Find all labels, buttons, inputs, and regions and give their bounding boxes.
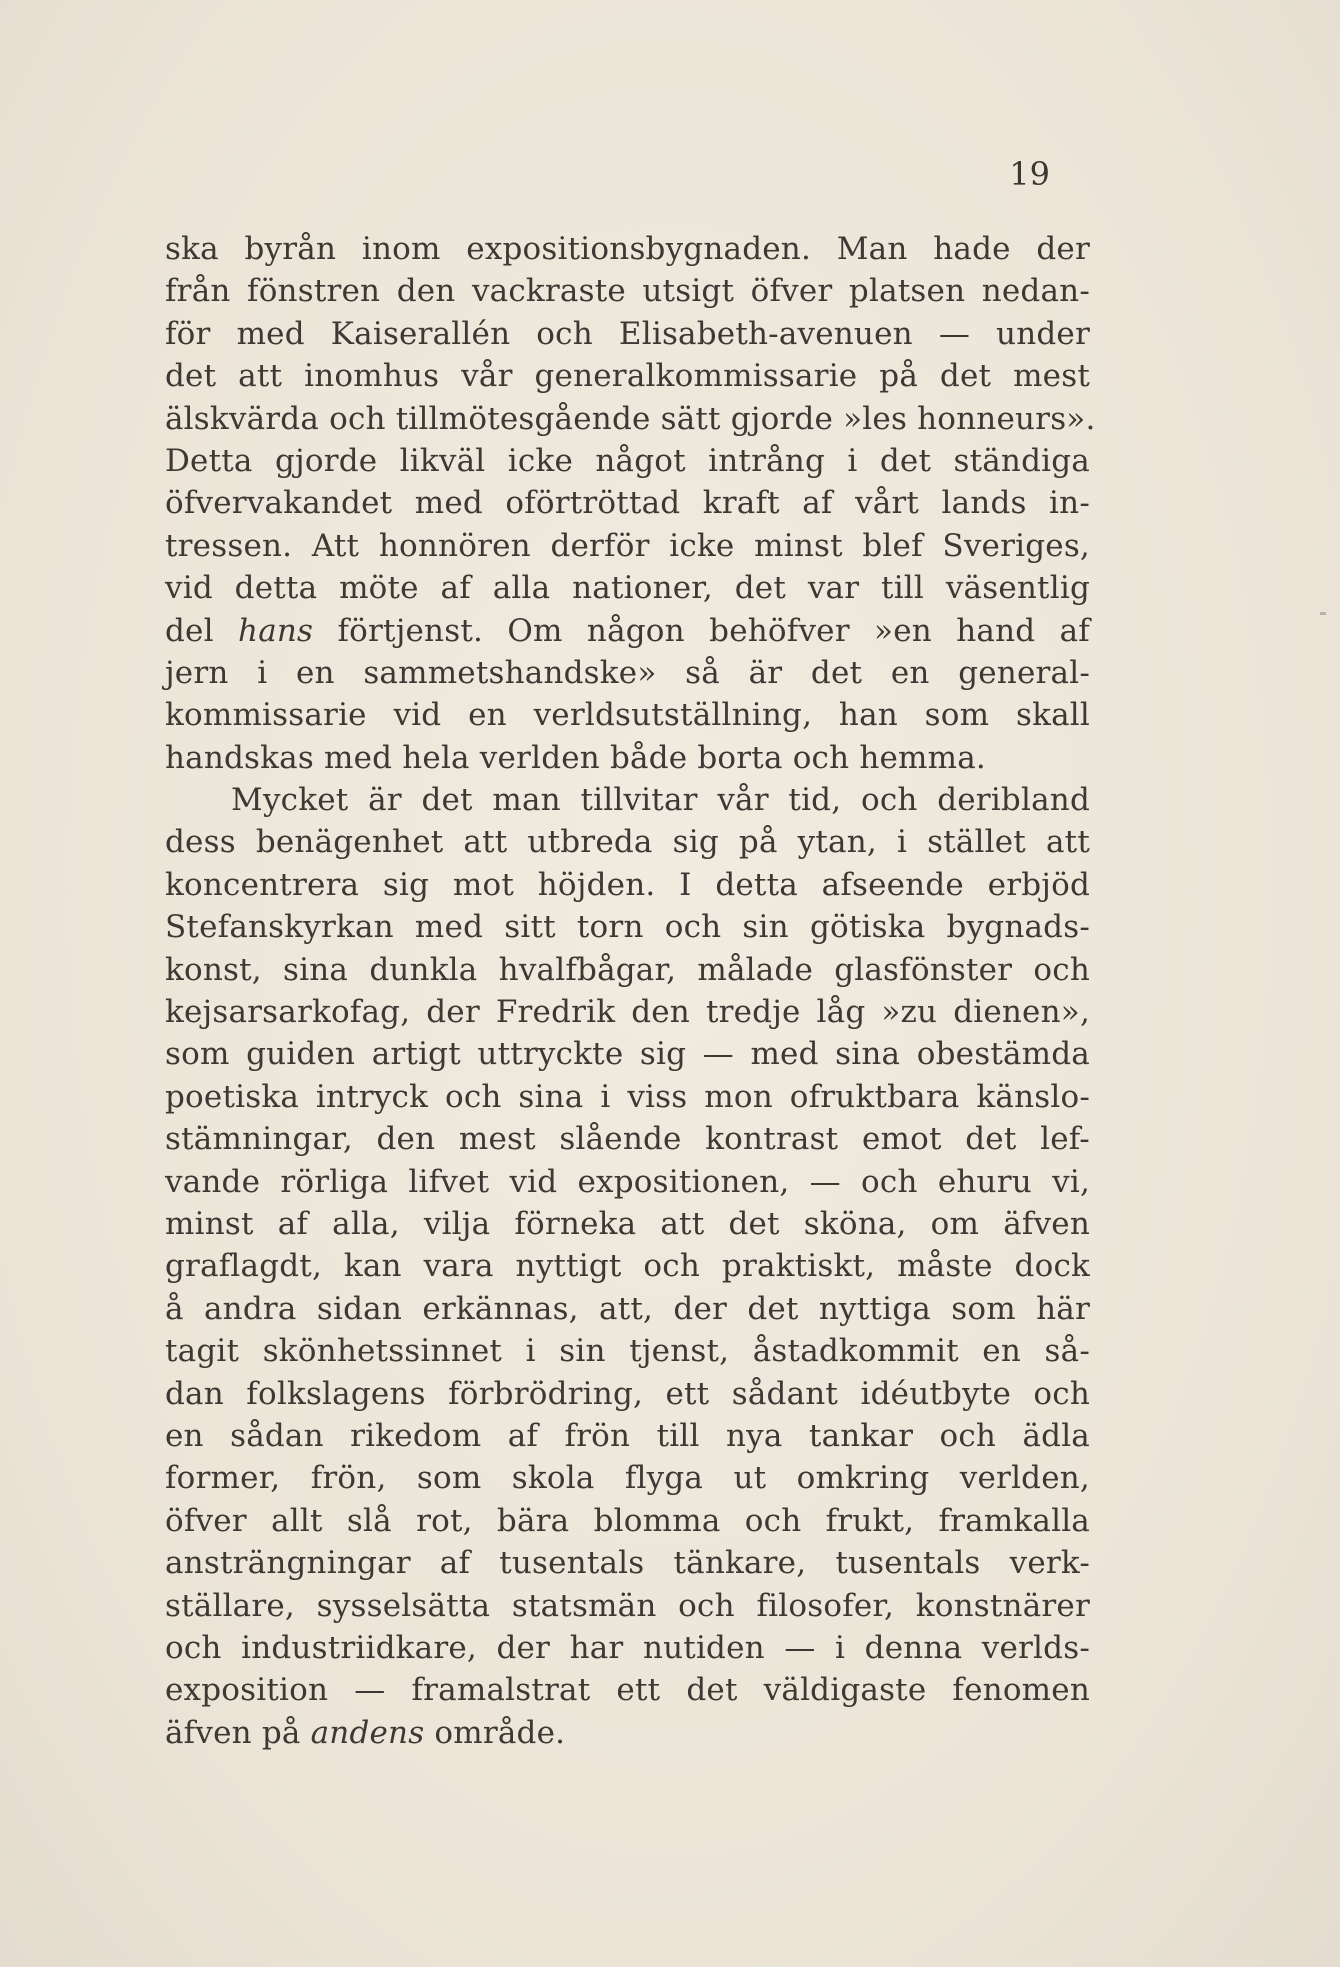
text-line: äfven på andens område. <box>165 1714 566 1751</box>
text-line: Mycket är det man tillvitar vår tid, och deribland <box>231 782 1090 819</box>
text-line: dan folkslagens förbrödring, ett sådant idéutbyte och <box>165 1375 1090 1412</box>
text-line: för med Kaiserallén och Elisabeth-avenuen — under <box>165 315 1090 352</box>
text-line: ansträngningar af tusentals tänkare, tusentals verk- <box>165 1545 1090 1582</box>
text-line: tressen. Att honnören derför icke minst blef Sveriges, <box>165 527 1090 564</box>
text-line: former, frön, som skola flyga ut omkring verlden, <box>165 1460 1090 1497</box>
text-line: tagit skönhetssinnet i sin tjenst, åstadkommit en så- <box>165 1333 1090 1370</box>
text-line: vid detta möte af alla nationer, det var till väsentlig <box>165 570 1090 607</box>
text-line: dess benägenhet att utbreda sig på ytan, i stället att <box>165 824 1090 861</box>
text-line: graflagdt, kan vara nyttigt och praktiskt, måste dock <box>165 1248 1090 1285</box>
text-line: ska byrån inom expositionsbygnaden. Man hade der <box>165 231 1090 267</box>
text-line: konst, sina dunkla hvalfbågar, målade glasfönster och <box>165 951 1090 988</box>
margin-mark <box>1320 612 1326 615</box>
text-line: från fönstren den vackraste utsigt öfver platsen nedan- <box>165 273 1090 310</box>
text-line: Detta gjorde likväl icke något intrång i det ständiga <box>165 442 1090 479</box>
text-line: kejsarsarkofag, der Fredrik den tredje låg »zu dienen», <box>165 994 1090 1031</box>
text-line: jern i en sammetshandske» så är det en general- <box>165 654 1090 691</box>
text-line: som guiden artigt uttryckte sig — med sina obestämda <box>165 1036 1090 1073</box>
text-line: det att inomhus vår generalkommissarie på det mest <box>165 358 1090 395</box>
text-line: poetiska intryck och sina i viss mon ofruktbara känslo- <box>165 1078 1090 1115</box>
text-line: koncentrera sig mot höjden. I detta afseende erbjöd <box>165 866 1090 903</box>
text-line: del hans förtjenst. Om någon behöfver »en hand af <box>165 612 1090 649</box>
text-line: och industriidkare, der har nutiden — i denna verlds- <box>165 1629 1090 1666</box>
text-line: minst af alla, vilja förneka att det sköna, om äfven <box>165 1205 1090 1242</box>
text-line: stämningar, den mest slående kontrast emot det lef- <box>165 1121 1090 1158</box>
text-line: Stefanskyrkan med sitt torn och sin götiska bygnads- <box>165 909 1090 946</box>
text-line: handskas med hela verlden både borta och hemma. <box>165 739 986 776</box>
text-line: kommissarie vid en verldsutställning, han som skall <box>165 697 1090 734</box>
text-line: en sådan rikedom af frön till nya tankar och ädla <box>165 1417 1090 1454</box>
page-number: 19 <box>1009 155 1050 193</box>
text-line: ställare, sysselsätta statsmän och filosofer, konstnärer <box>165 1587 1090 1624</box>
text-line: vande rörliga lifvet vid expositionen, — och ehuru vi, <box>165 1163 1090 1200</box>
text-line: å andra sidan erkännas, att, der det nyttiga som här <box>165 1290 1090 1327</box>
text-line: öfver allt slå rot, bära blomma och frukt, framkalla <box>165 1502 1090 1539</box>
italic-word: hans <box>238 612 314 649</box>
text-line: älskvärda och tillmötesgående sätt gjorde »les honneurs». <box>165 400 1096 437</box>
text-line: exposition — framalstrat ett det väldigaste fenomen <box>165 1672 1090 1709</box>
body-text <box>165 228 1096 1754</box>
italic-word: andens <box>310 1714 425 1751</box>
text-line: öfvervakandet med oförtröttad kraft af vårt lands in- <box>165 485 1090 522</box>
